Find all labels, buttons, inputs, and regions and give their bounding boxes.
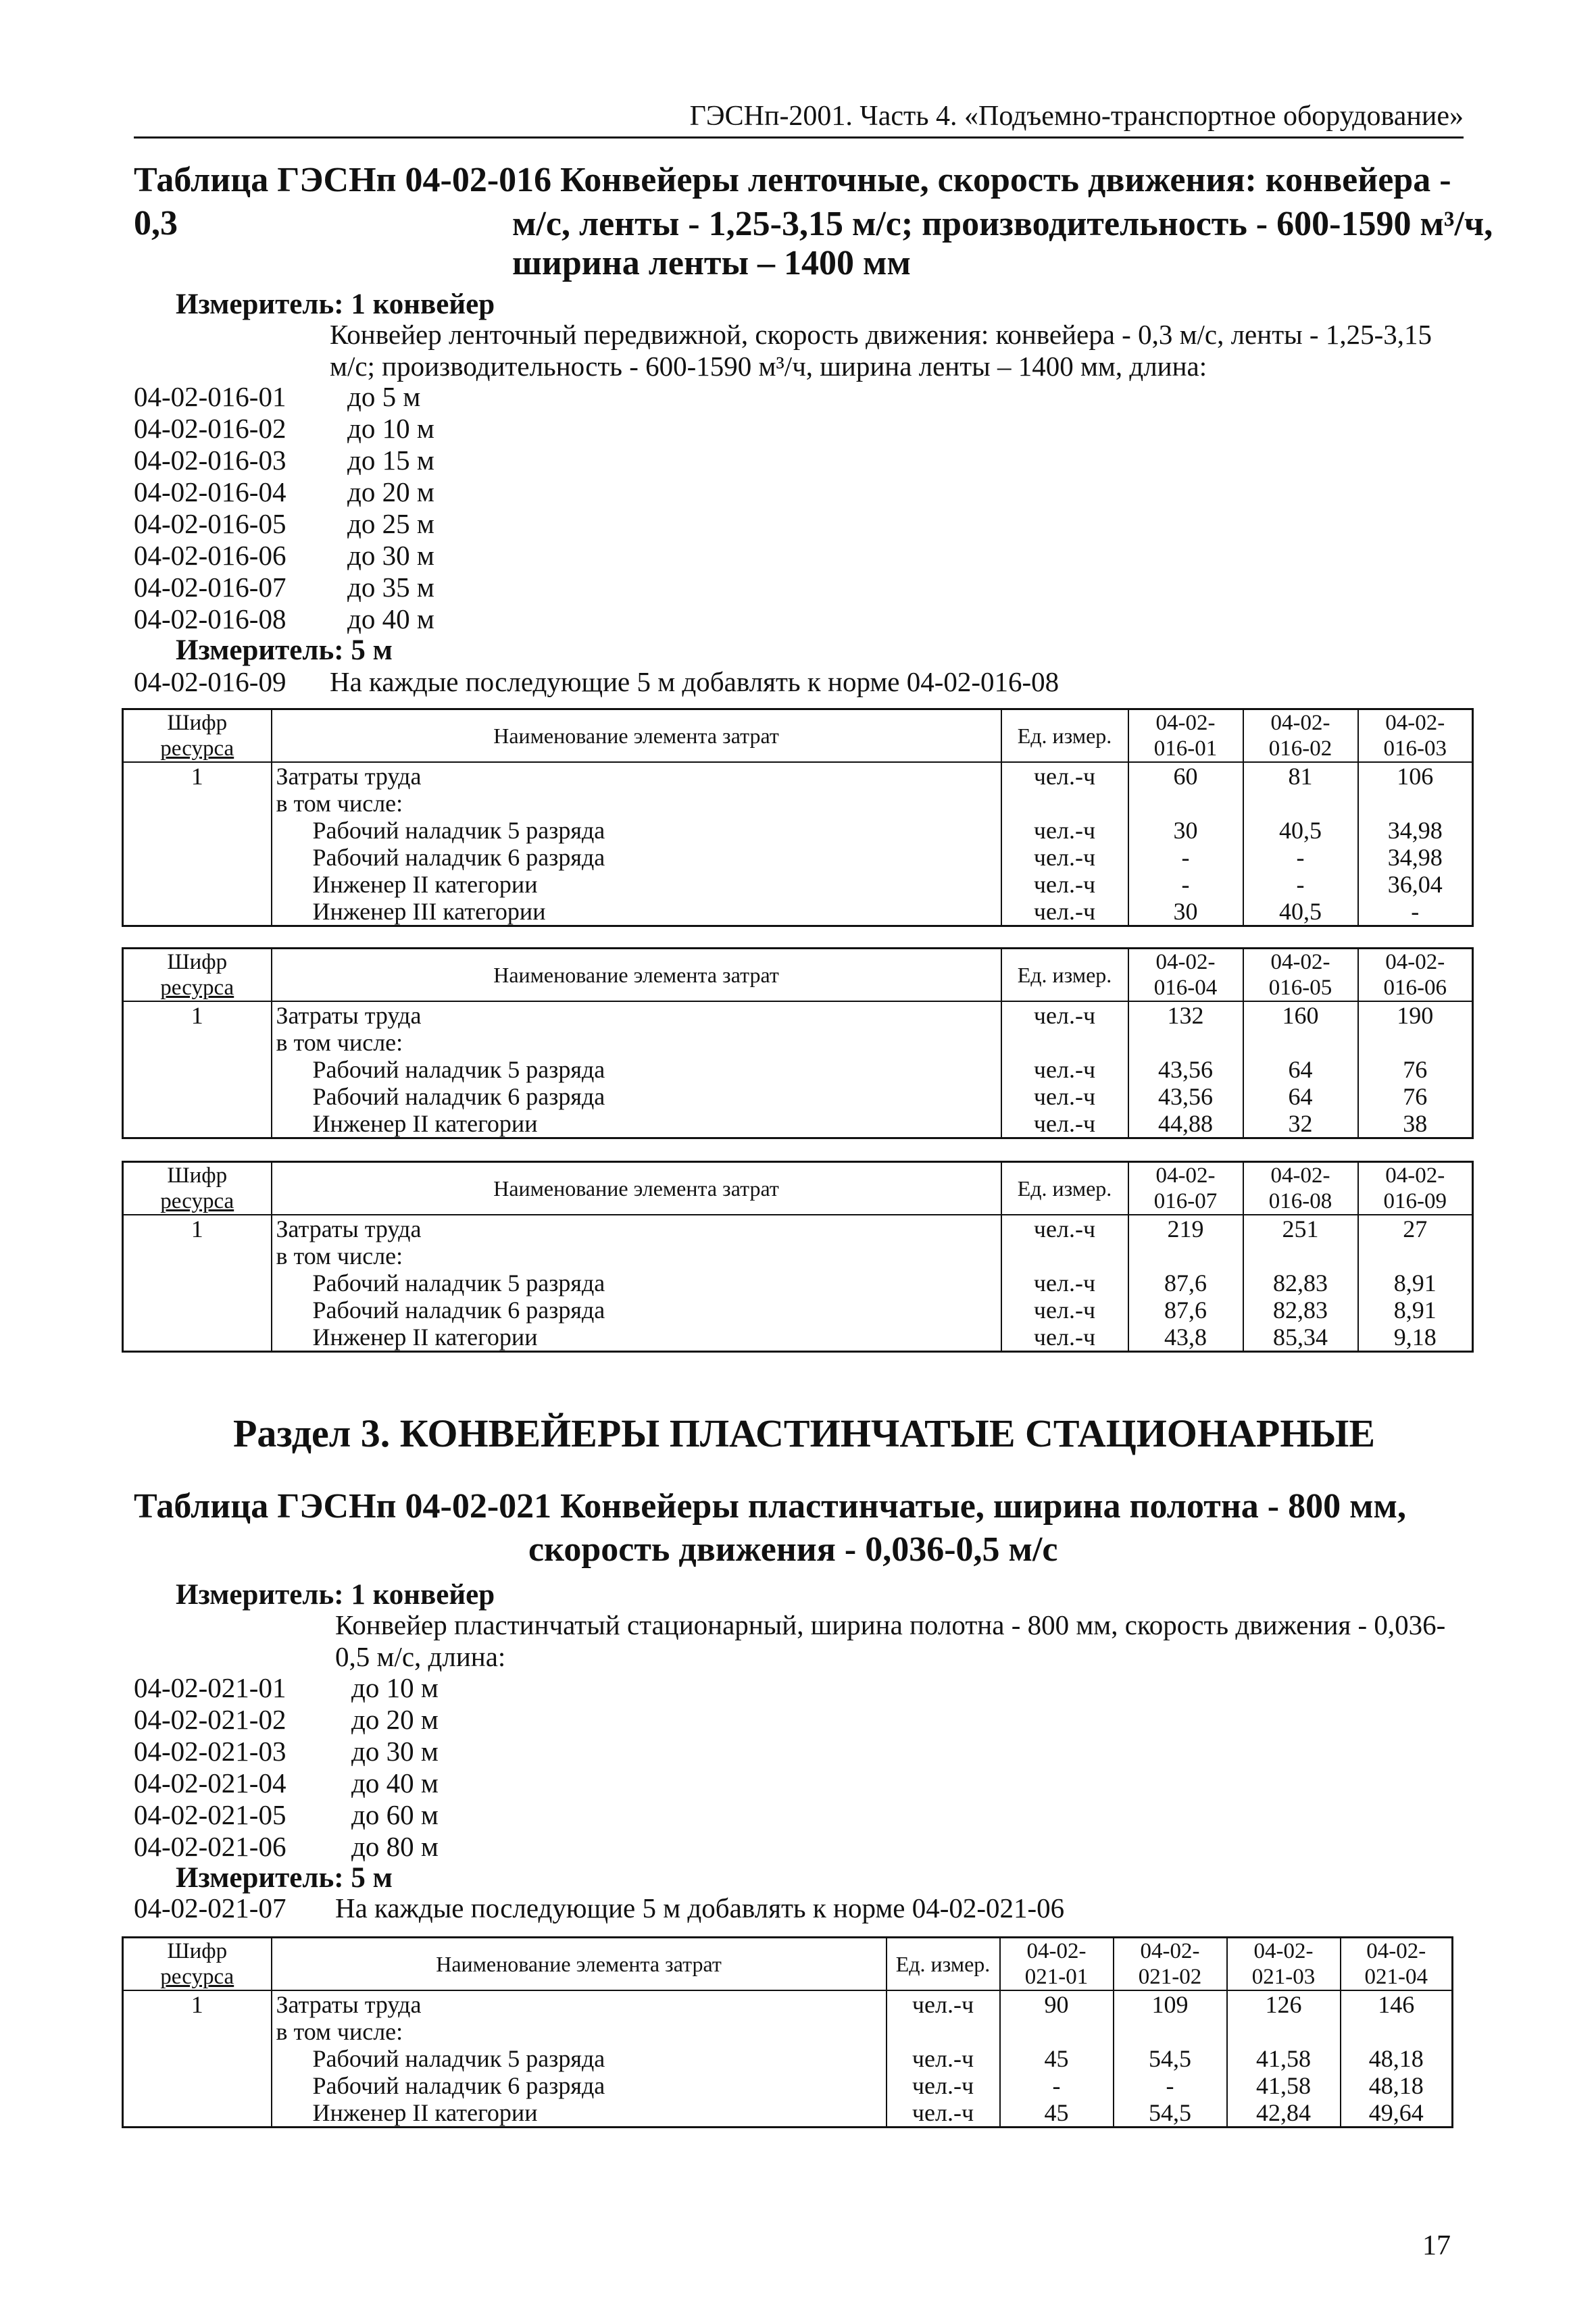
cell-value: 64 (1243, 1083, 1358, 1110)
item-text: до 40 м (347, 603, 434, 634)
list-item (134, 1830, 607, 1863)
cell-name: Рабочий наладчик 5 разряда (272, 1269, 1001, 1297)
header-text: 016-05 (1268, 976, 1332, 1000)
cell-resource (123, 2018, 272, 2045)
cell-name: в том числе: (272, 790, 1001, 817)
resource-table-016-c (122, 1161, 1474, 1353)
col-header-name: Наименование элемента затрат (272, 949, 1001, 1002)
cell-value: 160 (1243, 1001, 1358, 1029)
title-line: ширина ленты – 1400 мм (512, 244, 911, 282)
cell-name: Затраты труда (272, 762, 1001, 790)
header-text: 04-02- (1270, 950, 1330, 974)
list-item (134, 603, 607, 635)
resource-table-021 (122, 1936, 1453, 2128)
add-text: На каждые последующие 5 м добавлять к норме 04-02-016-08 (330, 666, 1059, 697)
cell-value (1358, 1242, 1473, 1269)
section-heading: Раздел 3. КОНВЕЙЕРЫ ПЛАСТИНЧАТЫЕ СТАЦИОНАРНЫЕ (233, 1411, 1376, 1455)
cell-name: в том числе: (272, 1029, 1001, 1056)
cell-value: 87,6 (1128, 1297, 1243, 1324)
cell-value: 41,58 (1227, 2045, 1341, 2072)
cell-value: 45 (1000, 2099, 1114, 2128)
header-text: 016-04 (1153, 976, 1218, 1000)
list-item (134, 476, 607, 508)
header-text: 04-02- (1155, 711, 1216, 735)
cell-unit: чел.-ч (1001, 1297, 1128, 1324)
header-text: 016-07 (1153, 1189, 1218, 1213)
item-code: 04-02-016-06 (134, 540, 286, 571)
cell-value: - (1000, 2072, 1114, 2099)
running-header: ГЭСНп-2001. Часть 4. «Подъемно-транспортное оборудование» (134, 100, 1464, 139)
item-code: 04-02-016-08 (134, 603, 286, 634)
col-header-norm (1128, 949, 1243, 1002)
list-item (134, 1671, 607, 1704)
cell-resource (123, 2099, 272, 2128)
col-header-norm (1227, 1938, 1341, 1991)
header-text: Шифр (167, 711, 228, 735)
cell-value (1128, 1029, 1243, 1056)
cell-unit: чел.-ч (887, 2099, 1000, 2128)
header-text: Шифр (167, 950, 228, 974)
cell-name: Рабочий наладчик 5 разряда (272, 817, 1001, 844)
cell-unit: чел.-ч (1001, 1215, 1128, 1242)
cell-value (1243, 1242, 1358, 1269)
table-header-row (123, 1938, 1453, 1991)
cell-value: 126 (1227, 1990, 1341, 2018)
header-text: ресурса (160, 1189, 234, 1213)
table-row (123, 1083, 1473, 1110)
header-text: 016-08 (1268, 1189, 1332, 1213)
table-row (123, 871, 1473, 898)
header-text: 016-01 (1153, 736, 1218, 761)
item-text: до 80 м (351, 1831, 439, 1862)
cell-resource (123, 1110, 272, 1138)
cell-resource (123, 1269, 272, 1297)
cell-name: Затраты труда (272, 1001, 1001, 1029)
cell-value: 8,91 (1358, 1297, 1473, 1324)
cell-unit: чел.-ч (1001, 1269, 1128, 1297)
cell-value: 9,18 (1358, 1324, 1473, 1352)
header-text: 016-03 (1383, 736, 1447, 761)
header-text: 04-02- (1366, 1939, 1426, 1963)
measure-label: Измеритель: 1 конвейер (176, 288, 495, 320)
table-row (123, 898, 1473, 926)
cell-value: 43,8 (1128, 1324, 1243, 1352)
cell-name: Инженер II категории (272, 2099, 887, 2128)
cell-unit: чел.-ч (1001, 1083, 1128, 1110)
cell-value: 40,5 (1243, 817, 1358, 844)
item-text: до 30 м (347, 540, 434, 571)
cell-name: Затраты труда (272, 1215, 1001, 1242)
header-text: 016-06 (1383, 976, 1447, 1000)
list-item (134, 507, 607, 540)
cell-resource (123, 844, 272, 871)
header-text: 04-02- (1270, 1163, 1330, 1188)
cell-resource (123, 1297, 272, 1324)
cell-unit (1001, 790, 1128, 817)
cell-value: 54,5 (1114, 2099, 1227, 2128)
cell-resource (123, 1083, 272, 1110)
header-text: 04-02- (1140, 1939, 1200, 1963)
item-text: до 20 м (347, 476, 434, 507)
table-row (123, 762, 1473, 790)
cell-unit: чел.-ч (887, 1990, 1000, 2018)
cell-name: Инженер II категории (272, 871, 1001, 898)
cell-value: 82,83 (1243, 1269, 1358, 1297)
col-header-norm (1243, 1162, 1358, 1215)
cell-value: 60 (1128, 762, 1243, 790)
cell-value: 30 (1128, 898, 1243, 926)
list-item (134, 1799, 607, 1831)
col-header-norm (1128, 1162, 1243, 1215)
header-text: ресурса (160, 736, 234, 761)
cell-value: 38 (1358, 1110, 1473, 1138)
cell-value: 42,84 (1227, 2099, 1341, 2128)
col-header-norm (1243, 949, 1358, 1002)
list-item (134, 571, 607, 603)
cell-value (1114, 2018, 1227, 2045)
cell-resource (123, 2045, 272, 2072)
cell-value: 27 (1358, 1215, 1473, 1242)
cell-name: Рабочий наладчик 6 разряда (272, 1297, 1001, 1324)
cell-value: 76 (1358, 1083, 1473, 1110)
cell-unit: чел.-ч (1001, 844, 1128, 871)
cell-value: 48,18 (1341, 2072, 1453, 2099)
col-header-norm (1128, 709, 1243, 763)
cell-value: 43,56 (1128, 1056, 1243, 1083)
cell-value: 30 (1128, 817, 1243, 844)
cell-unit: чел.-ч (1001, 1110, 1128, 1138)
item-code: 04-02-021-04 (134, 1767, 286, 1799)
list-item (134, 1735, 607, 1767)
title-line: скорость движения - 0,036-0,5 м/с (528, 1530, 1058, 1569)
list-item (134, 444, 607, 476)
list-item (134, 1703, 607, 1736)
resource-table-016-b (122, 947, 1474, 1139)
table-row (123, 1029, 1473, 1056)
item-text: до 10 м (351, 1672, 439, 1703)
col-header-norm (1358, 949, 1473, 1002)
cell-resource (123, 1029, 272, 1056)
cell-value (1358, 790, 1473, 817)
table-row (123, 2099, 1453, 2128)
add-code: 04-02-016-09 (134, 666, 286, 697)
list-item (134, 539, 607, 572)
table-row (123, 2018, 1453, 2045)
table-row (123, 1001, 1473, 1029)
col-header-name: Наименование элемента затрат (272, 1162, 1001, 1215)
cell-value: 109 (1114, 1990, 1227, 2018)
table-row (123, 1269, 1473, 1297)
table-title-021: Таблица ГЭСНп 04-02-021 Конвейеры пластинчатые, ширина полотна - 800 мм, (134, 1487, 1406, 1526)
item-code: 04-02-016-05 (134, 508, 286, 539)
cell-unit: чел.-ч (1001, 871, 1128, 898)
cell-name: в том числе: (272, 2018, 887, 2045)
cell-name: Инженер II категории (272, 1110, 1001, 1138)
cell-resource (123, 817, 272, 844)
list-item (134, 1767, 607, 1799)
item-text: до 60 м (351, 1799, 439, 1830)
cell-value: - (1243, 844, 1358, 871)
col-header-norm (1358, 709, 1473, 763)
cell-value: - (1243, 871, 1358, 898)
item-text: до 20 м (351, 1704, 439, 1735)
table-header-row (123, 709, 1473, 763)
cell-value: 64 (1243, 1056, 1358, 1083)
cell-resource (123, 1324, 272, 1352)
cell-value: 32 (1243, 1110, 1358, 1138)
item-code: 04-02-016-04 (134, 476, 286, 507)
cell-value (1227, 2018, 1341, 2045)
description-line: Конвейер пластинчатый стационарный, ширина полотна - 800 мм, скорость движения - 0,036- (335, 1609, 1446, 1640)
cell-resource (123, 2072, 272, 2099)
header-text: 021-03 (1251, 1965, 1316, 1989)
cell-unit: чел.-ч (1001, 762, 1128, 790)
header-text: 016-02 (1268, 736, 1332, 761)
title-line: Таблица ГЭСНп 04-02-016 Конвейеры ленточные, скорость движения: конвейера - 0,3 (134, 161, 1451, 243)
table-header-row (123, 1162, 1473, 1215)
header-text: 021-01 (1024, 1965, 1089, 1989)
cell-value: 87,6 (1128, 1269, 1243, 1297)
cell-value: 48,18 (1341, 2045, 1453, 2072)
item-code: 04-02-021-03 (134, 1736, 286, 1767)
cell-value: 76 (1358, 1056, 1473, 1083)
cell-value: 219 (1128, 1215, 1243, 1242)
item-code: 04-02-016-07 (134, 572, 286, 603)
item-code: 04-02-021-01 (134, 1672, 286, 1703)
item-code: 04-02-021-06 (134, 1831, 286, 1862)
cell-value: 45 (1000, 2045, 1114, 2072)
col-header-norm (1000, 1938, 1114, 1991)
cell-value: - (1114, 2072, 1227, 2099)
item-text: до 10 м (347, 413, 434, 444)
cell-value: 36,04 (1358, 871, 1473, 898)
add-code: 04-02-021-07 (134, 1892, 286, 1923)
header-text: 04-02- (1385, 950, 1445, 974)
table-row (123, 1324, 1473, 1352)
measure-label: Измеритель: 1 конвейер (176, 1579, 495, 1611)
cell-unit: чел.-ч (1001, 817, 1128, 844)
cell-value: 132 (1128, 1001, 1243, 1029)
table-row (123, 2045, 1453, 2072)
cell-value: 34,98 (1358, 844, 1473, 871)
cell-value: 8,91 (1358, 1269, 1473, 1297)
item-text: до 35 м (347, 572, 434, 603)
list-item (134, 380, 607, 413)
cell-resource: 1 (123, 1001, 272, 1029)
cell-unit (1001, 1029, 1128, 1056)
cell-value (1341, 2018, 1453, 2045)
cell-unit: чел.-ч (887, 2045, 1000, 2072)
cell-name: Рабочий наладчик 5 разряда (272, 1056, 1001, 1083)
col-header-norm (1243, 709, 1358, 763)
cell-value: 251 (1243, 1215, 1358, 1242)
header-text: 04-02- (1155, 1163, 1216, 1188)
header-text: 021-02 (1138, 1965, 1202, 1989)
cell-name: в том числе: (272, 1242, 1001, 1269)
item-code: 04-02-021-05 (134, 1799, 286, 1830)
header-text: Шифр (167, 1939, 228, 1963)
cell-resource (123, 1242, 272, 1269)
cell-value: 81 (1243, 762, 1358, 790)
header-text: 04-02- (1026, 1939, 1087, 1963)
col-header-norm (1341, 1938, 1453, 1991)
measure-label: Измеритель: 5 м (176, 1862, 393, 1894)
col-header-name: Наименование элемента затрат (272, 709, 1001, 763)
cell-unit: чел.-ч (1001, 898, 1128, 926)
cell-name: Рабочий наладчик 5 разряда (272, 2045, 887, 2072)
col-header-norm (1358, 1162, 1473, 1215)
item-code: 04-02-021-02 (134, 1704, 286, 1735)
description-line: 0,5 м/с, длина: (335, 1641, 506, 1672)
item-text: до 30 м (351, 1736, 439, 1767)
cell-resource (123, 1056, 272, 1083)
cell-name: Рабочий наладчик 6 разряда (272, 1083, 1001, 1110)
table-row (123, 790, 1473, 817)
item-code: 04-02-016-02 (134, 413, 286, 444)
cell-value: 34,98 (1358, 817, 1473, 844)
table-row (123, 1110, 1473, 1138)
cell-resource (123, 898, 272, 926)
cell-value: 106 (1358, 762, 1473, 790)
header-text: 04-02- (1385, 1163, 1445, 1188)
table-row (123, 1215, 1473, 1242)
cell-value: 40,5 (1243, 898, 1358, 926)
table-row (123, 1990, 1453, 2018)
table-row (123, 817, 1473, 844)
cell-value (1358, 1029, 1473, 1056)
col-header-unit: Ед. измер. (1001, 709, 1128, 763)
item-code: 04-02-016-01 (134, 381, 286, 412)
cell-value: - (1128, 844, 1243, 871)
item-text: до 15 м (347, 445, 434, 476)
add-text: На каждые последующие 5 м добавлять к норме 04-02-021-06 (335, 1892, 1065, 1923)
cell-value: 49,64 (1341, 2099, 1453, 2128)
cell-resource (123, 871, 272, 898)
cell-unit: чел.-ч (1001, 1324, 1128, 1352)
cell-value (1243, 1029, 1358, 1056)
cell-value: 44,88 (1128, 1110, 1243, 1138)
cell-value: 146 (1341, 1990, 1453, 2018)
item-text: до 25 м (347, 508, 434, 539)
table-row (123, 844, 1473, 871)
cell-value (1243, 790, 1358, 817)
header-text: 016-09 (1383, 1189, 1447, 1213)
col-header-resource (123, 949, 272, 1002)
description-line: м/с; производительность - 600-1590 м³/ч, ширина ленты – 1400 мм, длина: (330, 351, 1207, 382)
measure-label: Измеритель: 5 м (176, 634, 393, 666)
col-header-resource (123, 709, 272, 763)
item-text: до 5 м (347, 381, 421, 412)
title-line: м/с, ленты - 1,25-3,15 м/с; производительность - 600-1590 м³/ч, (512, 205, 1493, 243)
cell-value (1000, 2018, 1114, 2045)
cell-resource (123, 790, 272, 817)
col-header-unit: Ед. измер. (1001, 949, 1128, 1002)
cell-value: 82,83 (1243, 1297, 1358, 1324)
cell-value: 54,5 (1114, 2045, 1227, 2072)
table-row (123, 2072, 1453, 2099)
item-code: 04-02-016-03 (134, 445, 286, 476)
header-text: 04-02- (1155, 950, 1216, 974)
cell-unit: чел.-ч (1001, 1056, 1128, 1083)
cell-value: 85,34 (1243, 1324, 1358, 1352)
col-header-norm (1114, 1938, 1227, 1991)
cell-value: 41,58 (1227, 2072, 1341, 2099)
cell-name: Затраты труда (272, 1990, 887, 2018)
header-text: 04-02- (1253, 1939, 1314, 1963)
cell-value: 43,56 (1128, 1083, 1243, 1110)
col-header-resource (123, 1938, 272, 1991)
col-header-unit: Ед. измер. (887, 1938, 1000, 1991)
resource-table-016-a (122, 708, 1474, 927)
cell-resource: 1 (123, 762, 272, 790)
cell-unit (1001, 1242, 1128, 1269)
description-line: Конвейер ленточный передвижной, скорость движения: конвейера - 0,3 м/с, ленты - 1,25-3,15 (330, 319, 1432, 350)
col-header-name: Наименование элемента затрат (272, 1938, 887, 1991)
header-text: 04-02- (1270, 711, 1330, 735)
header-text: ресурса (160, 1965, 234, 1989)
table-header-row (123, 949, 1473, 1002)
header-text: 021-04 (1364, 1965, 1428, 1989)
col-header-resource (123, 1162, 272, 1215)
cell-value: 190 (1358, 1001, 1473, 1029)
list-item (134, 412, 607, 445)
col-header-unit: Ед. измер. (1001, 1162, 1128, 1215)
cell-resource: 1 (123, 1990, 272, 2018)
cell-unit: чел.-ч (887, 2072, 1000, 2099)
cell-name: Инженер III категории (272, 898, 1001, 926)
table-row (123, 1297, 1473, 1324)
cell-unit: чел.-ч (1001, 1001, 1128, 1029)
page-number: 17 (1422, 2230, 1451, 2261)
cell-value: - (1358, 898, 1473, 926)
table-row (123, 1056, 1473, 1083)
cell-value: - (1128, 871, 1243, 898)
cell-value (1128, 1242, 1243, 1269)
header-text: ресурса (160, 976, 234, 1000)
header-text: Шифр (167, 1163, 228, 1188)
cell-resource: 1 (123, 1215, 272, 1242)
cell-name: Рабочий наладчик 6 разряда (272, 844, 1001, 871)
cell-name: Рабочий наладчик 6 разряда (272, 2072, 887, 2099)
cell-value: 90 (1000, 1990, 1114, 2018)
cell-value (1128, 790, 1243, 817)
item-text: до 40 м (351, 1767, 439, 1799)
cell-unit (887, 2018, 1000, 2045)
header-text: 04-02- (1385, 711, 1445, 735)
table-row (123, 1242, 1473, 1269)
cell-name: Инженер II категории (272, 1324, 1001, 1352)
